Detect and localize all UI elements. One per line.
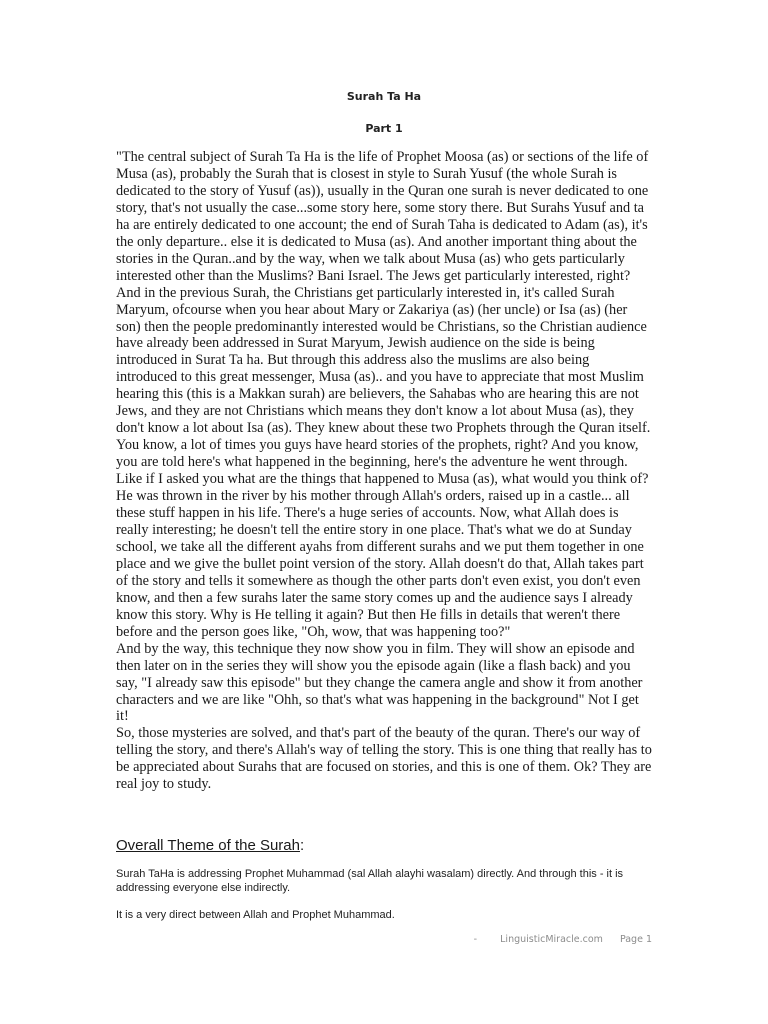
document-title: Surah Ta Ha <box>346 90 422 103</box>
paragraph: And by the way, this technique they now show you in film. They will show an episode and then later on in the series they will show you the episode again (like a flash back) and you say, "I already saw this episode" but they change the camera angle and show it from another characters and we are like "Ohh, so that's what was happening in the background" Not I get it! <box>116 640 643 725</box>
section-heading-text: Overall Theme of the Surah <box>116 837 300 854</box>
paragraph: "The central subject of Surah Ta Ha is the life of Prophet Moosa (as) or sections of the life of Musa (as), probably the Surah that is closest in style to Surah Yusuf (the whole Surah is dedicated to the story of Yusuf (as)), usually in the Quran one surah is never dedicated to one story, that's not usually the case...some story here, some story there. But Surahs Yusuf and ta ha are entirely dedicated to one account; the end of Surah Taha is dedicated to Adam (as), it's the only departure.. else it is dedicated to Musa (as). And another important thing about the stories in the Quran..and by the way, when we talk about Musa (as) who gets particularly interested other than the Muslims? Bani Israel. The Jews get particularly interested, right? And in the previous Surah, the Christians get particularly interested in, it's called Surah Maryum, ofcourse when you hear about Mary or Zakariya (as) (her uncle) or Isa (as) (her son) then the people predominantly interested would be Christians, so the Christian audience have already been addressed in Surat Maryum, Jewish audience on the side is being introduced in Surat Ta ha. But through this address also the muslims are also being introduced to this great messenger, Musa (as).. and you have to appreciate that most Muslim hearing this (this is a Makkan surah) are believers, the Sahabas who are hearing this are not Jews, and they are not Christians which means they don't know a lot about Musa (as), they don't know a lot about Isa (as). They knew about these two Prophets through the Quran itself. You know, a lot of times you guys have heard stories of the prophets, right? And you know, you are told here's what happened in the beginning, here's the adventure he went through. Like if I asked you what are the things that happened to Musa (as), what would you think of? <box>116 149 651 488</box>
body-text <box>116 149 652 793</box>
paragraph: He was thrown in the river by his mother through Allah's orders, raised up in a castle... all these stuff happen in his life. There's a huge series of accounts. Now, what Allah does is really interesting; he doesn't tell the entire story in one place. That's what we do at Sunday school, we take all the different ayahs from different surahs and we put them together in one place and we give the bullet point version of the story. Allah doesn't do that, Allah takes part of the story and tells it somewhere as though the other parts don't even exist, you don't even know, and then a few surahs later the same story comes up and the audience says I already know this story. Why is He telling it again? But then He fills in details that weren't there before and the person goes like, "Oh, wow, that was happening too?" <box>116 488 644 640</box>
footer-dash: - <box>473 934 478 945</box>
footer-site: LinguisticMiracle.com <box>500 934 603 945</box>
paragraph: So, those mysteries are solved, and that's part of the beauty of the quran. There's our way of telling the story, and there's Allah's way of telling the story. This is one thing that really has to be appreciated about Surahs that are focused on stories, and this is one of them. Ok? They are real joy to study. <box>116 725 652 793</box>
section-text: Surah TaHa is addressing Prophet Muhammad (sal Allah alayhi wasalam) directly. And through this - it is addressing everyone else indirectly. <box>116 868 624 894</box>
page-footer <box>474 934 652 945</box>
part-label: Part 1 <box>365 122 403 135</box>
section-text: It is a very direct between Allah and Prophet Muhammad. <box>116 909 395 921</box>
footer-page-number: Page 1 <box>619 934 652 945</box>
section-heading-colon: : <box>299 837 305 854</box>
section-heading <box>116 837 304 854</box>
